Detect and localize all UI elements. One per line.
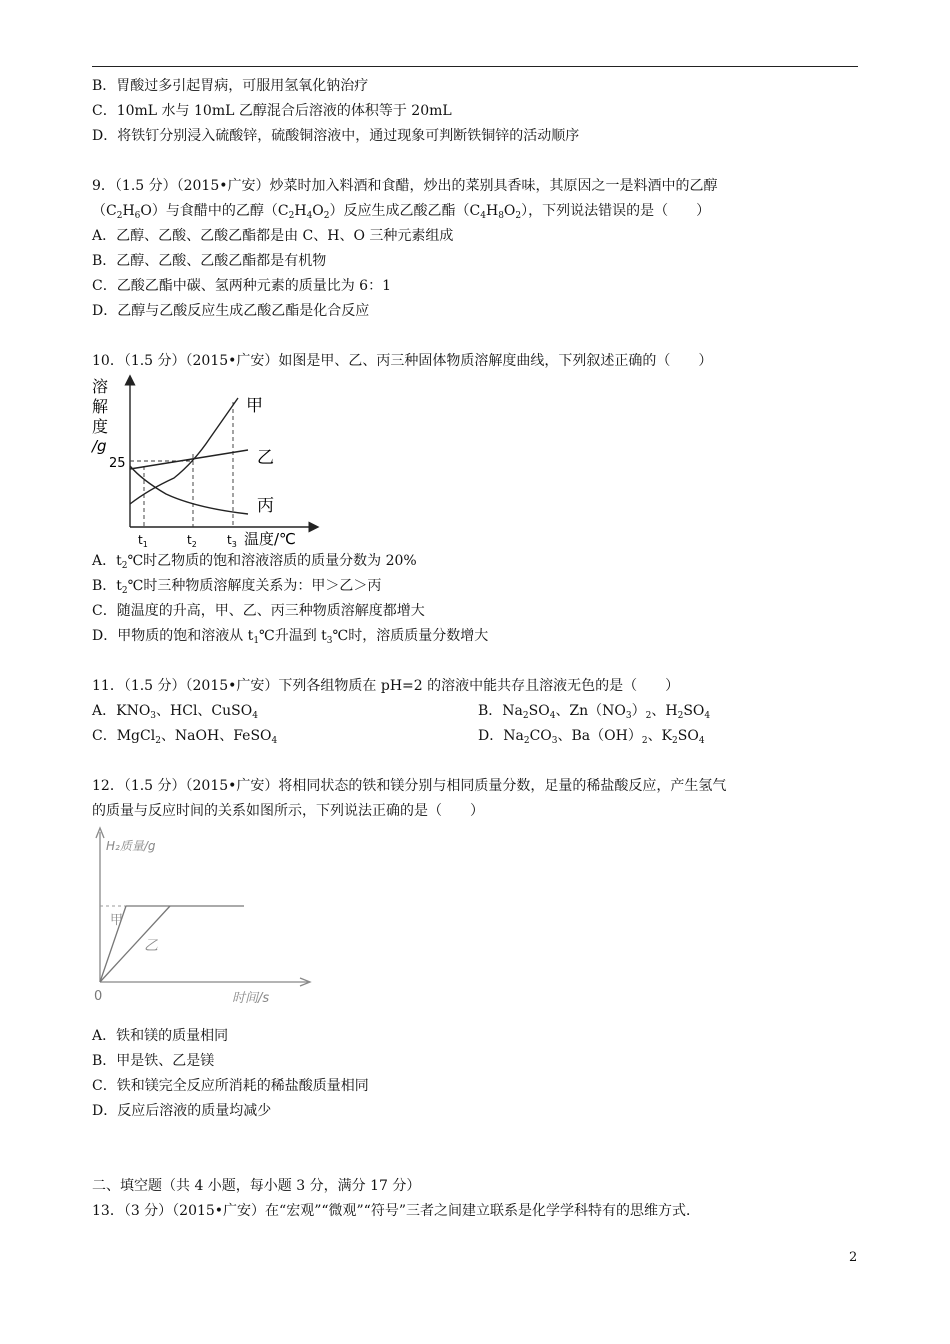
label-yi: 乙 (144, 938, 158, 954)
q9-option-b: B．乙醇、乙酸、乙酸乙酯都是有机物 (92, 253, 327, 269)
page-number: 2 (849, 1250, 858, 1265)
y-axis-label-3: 度 (92, 417, 109, 436)
q12-option-a: A．铁和镁的质量相同 (92, 1028, 229, 1044)
q8-option-d: D．将铁钉分别浸入硫酸锌，硫酸铜溶液中，通过现象可判断铁铜锌的活动顺序 (92, 128, 580, 144)
section-2-heading: 二、填空题（共 4 小题，每小题 3 分，满分 17 分） (92, 1178, 421, 1194)
q12-stem-line2: 的质量与反应时间的关系如图所示，下列说法正确的是（ ） (92, 803, 484, 819)
q12-option-c: C．铁和镁完全反应所消耗的稀盐酸质量相同 (92, 1078, 369, 1094)
q12-option-b: B．甲是铁、乙是镁 (92, 1053, 215, 1069)
x-tick-t1: $t_1$ (138, 533, 148, 549)
origin-label: 0 (94, 989, 103, 1004)
q10-stem: 10．（1.5 分）（2015•广安）如图是甲、乙、丙三种固体物质溶解度曲线，下列叙述正确的（ ） (92, 353, 713, 369)
label-jia: 甲 (246, 396, 263, 416)
label-jia: 甲 (110, 913, 124, 928)
q12-stem-line1: 12．（1.5 分）（2015•广安）将相同状态的铁和镁分别与相同质量分数，足量的稀盐酸反应，产生氢气 (92, 778, 727, 794)
y-tick-25: 25 (109, 456, 126, 471)
q8-option-b: B．胃酸过多引起胃病，可服用氢氧化钠治疗 (92, 78, 369, 94)
q11-option-a: A．$KNO_3$、HCl、CuSO$_4$ (92, 703, 258, 721)
curve-jia (130, 398, 238, 504)
curve-yi (130, 450, 248, 469)
hydrogen-mass-figure (86, 824, 326, 1006)
x-tick-t2: $t_2$ (187, 533, 197, 549)
x-axis-label: 温度/℃ (244, 530, 296, 548)
label-yi: 乙 (257, 448, 274, 468)
q9-option-c: C．乙酸乙酯中碳、氢两种元素的质量比为 6：1 (92, 278, 391, 294)
header-rule (92, 66, 858, 67)
q10-option-c: C．随温度的升高，甲、乙、丙三种物质溶解度都增大 (92, 603, 425, 619)
y-axis-label-1: 溶 (92, 377, 109, 396)
curve-bing (130, 466, 248, 514)
x-tick-t3: $t_3$ (227, 533, 237, 549)
label-bing: 丙 (257, 496, 274, 516)
q10-option-b: B．$t_2℃$时三种物质溶解度关系为：甲＞乙＞丙 (92, 578, 382, 596)
q11-stem: 11．（1.5 分）（2015•广安）下列各组物质在 pH=2 的溶液中能共存且溶液无色的是（ ） (92, 678, 680, 694)
q9-option-a: A．乙醇、乙酸、乙酸乙酯都是由 C、H、O 三种元素组成 (92, 228, 454, 244)
q12-option-d: D．反应后溶液的质量均减少 (92, 1103, 272, 1119)
y-axis-label-2: 解 (92, 397, 109, 416)
y-axis-label-4: /g (92, 437, 107, 455)
q9-stem-line2: $(C_2H_6O)$与食醋中的乙醇$(C_2H_4O_2)$反应生成乙酸乙酯$(C_4H_8O_2)$，下列说法错误的是（ ） (92, 203, 711, 221)
q11-option-b: B．$Na_2SO_4$、$Zn(NO_3)_2$、$H_2SO_4$ (478, 703, 711, 721)
q11-option-d: D．$Na_2CO_3$、$Ba(OH)_2$、$K_2SO_4$ (478, 728, 705, 746)
y-axis-label: H₂质量/g (106, 839, 156, 853)
q11-option-c: C．MgCl$_2$、NaOH、FeSO$_4$ (92, 728, 278, 746)
q10-option-d: D．甲物质的饱和溶液从 $t_1℃$升温到 $t_3℃$时，溶质质量分数增大 (92, 628, 489, 646)
q8-option-c: C．10mL 水与 10mL 乙醇混合后溶液的体积等于 20mL (92, 103, 452, 119)
q9-stem-line1: 9．（1.5 分）（2015•广安）炒菜时加入料酒和食醋，炒出的菜别具香味，其原因之一是料酒中的乙醇 (92, 178, 718, 194)
x-axis-label: 时间/s (232, 991, 270, 1006)
q9-option-d: D．乙醇与乙酸反应生成乙酸乙酯是化合反应 (92, 303, 370, 319)
solubility-curve-figure (86, 372, 326, 550)
q10-option-a: A．$t_2℃$时乙物质的饱和溶液溶质的质量分数为 20% (92, 553, 417, 571)
q13-stem: 13．（3 分）（2015•广安）在“宏观”“微观”“符号”三者之间建立联系是化学学科特有的思维方式． (92, 1203, 700, 1219)
